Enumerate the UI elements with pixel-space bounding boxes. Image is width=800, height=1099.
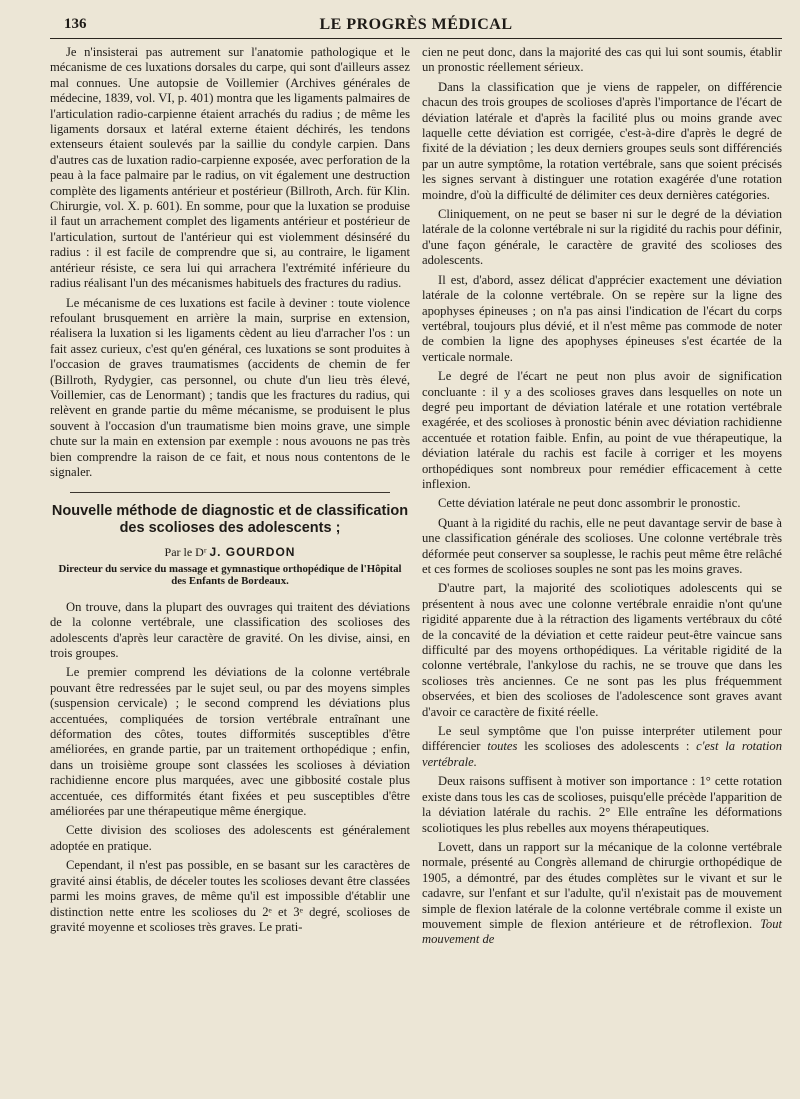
right-column <box>422 45 782 952</box>
page-number: 136 <box>64 16 87 32</box>
two-column-body <box>50 45 782 952</box>
author-prefix: Par le Dʳ <box>164 545 207 560</box>
paragraph: On trouve, dans la plupart des ouvrages qui traitent des déviations de la colonne vertébrale, une classification des scolioses des adolescents d'après leur caractère de gravité. On les divise, ainsi, en trois groupes. <box>50 599 410 660</box>
paragraph <box>422 840 782 948</box>
article-title: Nouvelle méthode de diagnostic et de classification des scolioses des adolescents ; <box>51 503 409 537</box>
paragraph: Le degré de l'écart ne peut non plus avoir de signification concluante : il y a des scolioses graves dans lesquelles on note un degré peu important de déviation latérale et une rotation vertébrale exagérée, et des scolioses à pronostic bénin avec déviation rachidienne accentuée et rotation faible. Enfin, au point de vue thérapeutique, la déviation latérale du rachis est facile à corriger et les moyens orthopédiques sont nombreux pour remédier efficacement à cette inflexion. <box>422 369 782 491</box>
paragraph: Dans la classification que je viens de rappeler, on différencie chacun des trois groupes de scolioses d'après l'importance de l'écart de déviation latérale et d'après la facilité plus ou moins grande avec laquelle cette déviation est corrigée, c'est-à-dire d'après le degré de fixité de la déviation ; les deux derniers groupes seuls sont différenciés par un autre symptôme, la rotation vertébrale, sans que soient précisés les signes servant à distinguer une rotation exagérée d'une rotation moindre, d'où la difficulté de délimiter ces deux dernières catégories. <box>422 79 782 202</box>
paragraph: D'autre part, la majorité des scoliotiques adolescents qui se présentent à nous avec une colonne vertébrale enraidie n'ont qu'une rigidité apparente due à la rétraction des ligaments vertébraux du côté de la concavité de la déviation et cette raideur peut-être vaincue sans difficulté par des moyens orthopédiques. La véritable rigidité de la colonne vertébrale, l'ankylose du rachis, ne se trouve que dans les scolioses très anciennes. Ce ne sont pas les plus fréquemment observées, et bien des scolioses de l'adolescence sont graves avant d'avoir ce caractère de fixité réelle. <box>422 581 782 719</box>
paragraph <box>422 724 782 770</box>
paragraph: Cette division des scolioses des adolescents est généralement adoptée en pratique. <box>50 823 410 853</box>
text-run: Lovett, dans un rapport sur la mécanique de la colonne vertébrale normale, présenté au Congrès allemand de chirurgie orthopédique de 1905, a démontré, par des études complètes sur le vivant et sur le cadavre, sur l'enfant et sur l'adulte, qu'il n'existait pas de mouvement simple de flexion latérale de la colonne vertébrale comme il existe un mouvement simple de flexion antérieure et de rétroflexion. <box>422 839 782 931</box>
text-run: Le seul symptôme que l'on puisse interpréter utilement pour différencier <box>422 724 782 754</box>
left-column <box>50 45 410 952</box>
paragraph: Cependant, il n'est pas possible, en se basant sur les caractères de gravité ainsi établis, de déceler toutes les scolioses devant être classées parmi les moins graves, de même qu'il est impossible d'établir une distinction nette entre les scolioses du 2ᵉ et 3ᵉ degré, scolioses de gravité moyenne et scolioses très graves. Le prati- <box>50 858 410 934</box>
italic-text: Tout mouvement de <box>422 916 783 947</box>
journal-title: LE PROGRÈS MÉDICAL <box>319 16 513 33</box>
paragraph: Le premier comprend les déviations de la colonne vertébrale pouvant être redressées par le sujet seul, ou par des moyens simples (suspension cervicale) ; le second comprend les déviations plus accentuées, compliquées de torsion vertébrale entraînant une déformation des côtes, toutes difformités susceptibles d'être améliorées, en grande partie, par un traitement orthopédique ; enfin, dans un troisième groupe sont classées les scolioses à déviation rachidienne encore plus marquées, avec une gibbosité costale plus accentuée, ces difformités étant fixées et peu susceptibles d'être améliorées par une thérapeutique même énergique. <box>50 665 410 819</box>
text-run: les scolioses des adolescents : <box>524 739 690 754</box>
paragraph: Je n'insisterai pas autrement sur l'anatomie pathologique et le mécanisme de ces luxations dorsales du carpe, qui sont d'ailleurs assez mal connues. Une autopsie de Voillemier (Archives générales de médecine, 1839, vol. VI, p. 401) montra que les ligaments palmaires de l'articulation radio-carpienne étaient arrachés du radius ; de même les ligaments dorsaux et latéral externe étaient déchirés, les tendons extenseurs étaient soulevés par la saillie du condyle carpien. Dans d'autres cas de luxation radio-carpienne exposée, avec perforation de la peau à la face palmaire par le radius, on vit également une destruction complète des ligaments antérieur et postérieur (Billroth, Arch. für Klin. Chirurgie, vol. X. p. 601). En somme, pour que la luxation se produise il faut un arrachement complet des ligaments antérieur et postérieur de l'articulation, surtout de l'antérieur qui est violemment désinséré du radius : il est facile de comprendre que si, au contraire, le ligament antérieur résiste, ce sera lui qui arrachera l'extrémité inférieure du radius réalisant l'un des mécanismes habituels des fractures du radius. <box>50 45 410 291</box>
paragraph: cien ne peut donc, dans la majorité des cas qui lui sont soumis, établir un pronostic réellement sérieux. <box>422 45 782 75</box>
author-affiliation: Directeur du service du massage et gymnastique orthopédique de l'Hôpital des Enfants de Bordeaux. <box>58 562 402 588</box>
section-divider <box>70 492 390 493</box>
paragraph: Cette déviation latérale ne peut donc assombrir le pronostic. <box>438 496 741 511</box>
paragraph: Quant à la rigidité du rachis, elle ne peut davantage servir de base à une classification générale des scolioses. Une colonne vertébrale très déformée peut conserver sa souplesse, le rachis peut même être relâché et ces formes de scolioses souples ne sont pas les moins graves. <box>422 515 782 576</box>
author-name: J. GOURDON <box>209 545 296 560</box>
paragraph: Cliniquement, on ne peut se baser ni sur le degré de la déviation latérale de la colonne vertébrale ni sur la rigidité du rachis pour définir, d'une façon générale, le caractère de gravité des scolioses des adolescents. <box>422 207 782 268</box>
paragraph: Il est, d'abord, assez délicat d'apprécier exactement une déviation latérale de la colonne vertébrale. On se repère sur la ligne des apophyses épineuses ; on n'a pas ainsi l'indication de l'écart du corps vertébral, toujours plus dévié, et il n'est même pas commode de noter de combien la ligne des apophyses épineuses s'est écartée de la verticale normale. <box>422 272 782 364</box>
italic-text: toutes <box>487 739 518 754</box>
author-line <box>50 545 410 560</box>
paragraph: Le mécanisme de ces luxations est facile à deviner : toute violence refoulant brusquement en arrière la main, surprise en extension, réalisera la luxation si les ligaments cèdent au lieu d'arracher l'os : un fait assez curieux, c'est qu'en général, ces luxations se sont produites à l'occasion de graves traumatismes (accidents de chemin de fer (Billroth, Rydygier, cas personnel, ou chute d'un lieu très élevé, Voillemier, cas de Lenormant) ; tandis que les fractures du radius, qui relèvent en grande partie du même mécanisme, se produisent le plus souvent à l'occasion d'un traumatisme bien moins grave, une simple chute sur la main en extension par exemple : nous avouons ne pas très bien comprendre la raison de ce fait, et nous nous contentons de le signaler. <box>50 295 410 479</box>
italic-text: c'est la rotation vertébrale. <box>422 739 782 769</box>
running-header <box>50 12 782 39</box>
paragraph: Deux raisons suffisent à motiver son importance : 1° cette rotation existe dans tous les cas de scolioses, puisqu'elle précède l'apparition de la déviation latérale du rachis. 2° Elle entraîne les déformations scoliotiques les plus rebelles aux moyens thérapeutiques. <box>422 774 782 835</box>
